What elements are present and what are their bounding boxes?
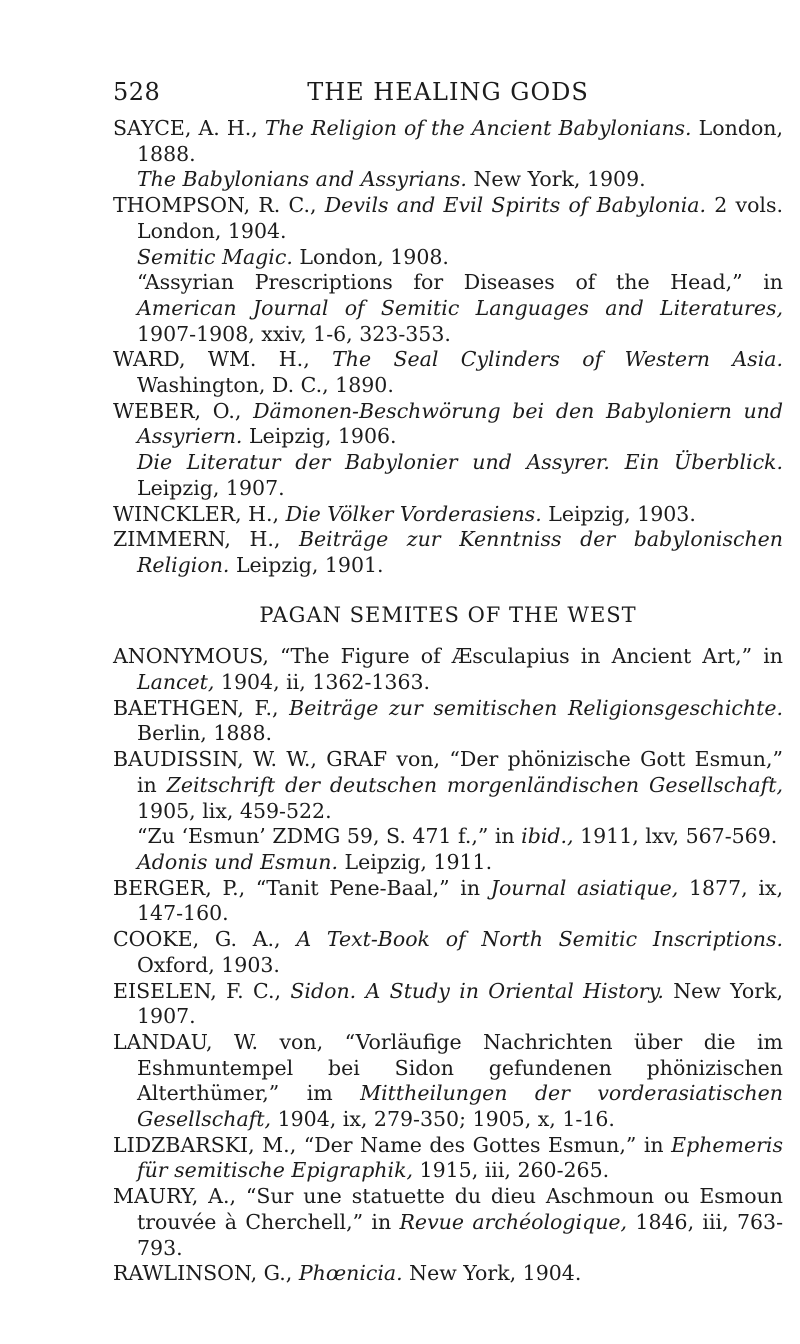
entry-text: ANONYMOUS, “The Figure of Æsculapius in Ancient Art,” in <box>113 644 783 669</box>
entry-title: Sidon. A Study in Oriental History. <box>290 978 664 1003</box>
entry-text: LANDAU, W. von, “Vorläufige Nachrichten über die im Eshmuntempel bei Sidon gefundenen phönizischen Alterthümer,” im <box>113 1029 783 1106</box>
entry-text: 1911, lxv, 567-569. <box>573 824 778 849</box>
entry-title: Zeitschrift der deutschen morgenländischen Gesellschaft, <box>166 772 783 797</box>
entry-text: Oxford, 1903. <box>137 952 280 977</box>
bibliography-entry <box>113 696 783 747</box>
entry-text: ZIMMERN, H., <box>113 527 299 552</box>
entry-title: The Babylonians and Assyrians. <box>137 167 467 192</box>
entry-text: RAWLINSON, G., <box>113 1261 299 1286</box>
entry-text: 1877, ix, 147-160. <box>137 875 783 926</box>
entry-title: A Text-Book of North Semitic Inscriptions. <box>296 927 783 952</box>
bibliography-entry <box>113 193 783 244</box>
entry-text: SAYCE, A. H., <box>113 116 265 140</box>
entry-title: Mittheilungen der vorderasiatischen Gesellschaft, <box>137 1081 783 1132</box>
section-heading: PAGAN SEMITES OF THE WEST <box>259 602 637 627</box>
entry-text: WINCKLER, H., <box>113 501 286 526</box>
bibliography-entry <box>113 502 783 528</box>
entry-title: Phœnicia. <box>298 1261 403 1286</box>
entry-title: Beiträge zur Kenntniss der babylonischen Religion. <box>137 527 783 577</box>
bibliography-entry <box>113 347 783 398</box>
entry-title: The Religion of the Ancient Babylonians. <box>264 116 692 140</box>
entry-title: Dämonen-Beschwörung bei den Babyloniern und Assyriern. <box>137 398 784 449</box>
entry-text: 1907-1908, xxiv, 1-6, 323-353. <box>137 321 451 346</box>
entry-title: Devils and Evil Spirits of Babylonia. <box>324 193 706 218</box>
bibliography <box>113 116 783 1287</box>
entry-title: Beiträge zur semitischen Religionsgeschichte. <box>289 695 783 720</box>
entry-text: Leipzig, 1911. <box>337 849 493 874</box>
entry-title: Journal asiatique, <box>490 875 679 900</box>
entry-text: 1904, ii, 1362-1363. <box>214 670 431 695</box>
entry-text: 1915, iii, 260-265. <box>413 1158 610 1183</box>
entry-title: ibid., <box>521 824 574 849</box>
bibliography-entry <box>113 1133 783 1184</box>
running-head: THE HEALING GODS <box>307 78 589 106</box>
entry-text: BAUDISSIN, W. W., GRAF von, “Der phönizische Gott Esmun,” in <box>113 747 783 797</box>
entry-text: Leipzig, 1907. <box>137 475 285 500</box>
entry-text: BAETHGEN, F., <box>113 695 290 720</box>
entry-text: Leipzig, 1903. <box>541 501 696 526</box>
entry-text: LIDZBARSKI, M., “Der Name des Gottes Esmun,” in <box>113 1132 672 1157</box>
entry-text: THOMPSON, R. C., <box>113 193 325 218</box>
bibliography-subentry <box>113 167 783 193</box>
bibliography-entry <box>113 527 783 578</box>
entry-title: American Journal of Semitic Languages and Literatures, <box>137 295 783 320</box>
bibliography-entry <box>113 1261 783 1287</box>
entry-text: 2 vols. London, 1904. <box>137 193 784 243</box>
entry-text: “Zu ‘Esmun’ ZDMG 59, S. 471 f.,” in <box>137 824 522 849</box>
bibliography-subentry <box>113 270 783 347</box>
entry-title: Die Literatur der Babylonier und Assyrer. Ein Überblick. <box>137 450 783 475</box>
entry-text: Washington, D. C., 1890. <box>137 373 394 398</box>
bibliography-list-west-semitic <box>113 644 783 1287</box>
entry-text: Leipzig, 1901. <box>229 552 384 577</box>
entry-text: New York, 1907. <box>137 978 784 1029</box>
entry-text: MAURY, A., “Sur une statuette du dieu Aschmoun ou Esmoun trouvée à Cherchell,” in <box>113 1184 783 1234</box>
entry-text: “Assyrian Prescriptions for Diseases of the Head,” in <box>137 270 783 295</box>
entry-title: Ephemeris für semitische Epigraphik, <box>137 1132 783 1183</box>
entry-text: BERGER, P., “Tanit Pene-Baal,” in <box>113 875 491 900</box>
entry-title: Semitic Magic. <box>137 244 293 269</box>
entry-text: London, 1908. <box>292 244 449 269</box>
entry-text: EISELEN, F. C., <box>113 978 291 1003</box>
entry-text: Leipzig, 1906. <box>242 424 397 449</box>
bibliography-list-babylonian <box>113 116 783 579</box>
entry-text: WEBER, O., <box>113 398 254 423</box>
entry-title: The Seal Cylinders of Western Asia. <box>332 347 783 372</box>
entry-text: New York, 1904. <box>402 1261 582 1286</box>
bibliography-entry <box>113 116 783 167</box>
entry-title: Lancet, <box>137 670 215 695</box>
bibliography-subentry <box>113 450 783 501</box>
entry-text: WARD, WM. H., <box>113 347 333 372</box>
bibliography-entry <box>113 927 783 978</box>
bibliography-entry <box>113 876 783 927</box>
bibliography-entry <box>113 1030 783 1133</box>
bibliography-subentry <box>113 245 783 271</box>
entry-text: 1846, iii, 763-793. <box>137 1209 783 1260</box>
entry-text: COOKE, G. A., <box>113 927 297 952</box>
bibliography-entry <box>113 399 783 450</box>
bibliography-subentry <box>113 824 783 850</box>
bibliography-entry <box>113 644 783 695</box>
entry-text: London, 1888. <box>137 116 784 166</box>
entry-title: Die Völker Vorderasiens. <box>285 501 542 526</box>
bibliography-entry <box>113 979 783 1030</box>
bibliography-entry <box>113 1184 783 1261</box>
entry-title: Revue archéologique, <box>399 1209 628 1234</box>
entry-text: 1905, lix, 459-522. <box>137 798 332 823</box>
entry-title: Adonis und Esmun. <box>137 849 338 874</box>
entry-text: Berlin, 1888. <box>137 721 273 746</box>
bibliography-entry <box>113 747 783 824</box>
page-number: 528 <box>113 78 161 106</box>
bibliography-subentry <box>113 850 783 876</box>
entry-text: 1904, ix, 279-350; 1905, x, 1-16. <box>271 1107 615 1132</box>
entry-text: New York, 1909. <box>466 167 646 192</box>
